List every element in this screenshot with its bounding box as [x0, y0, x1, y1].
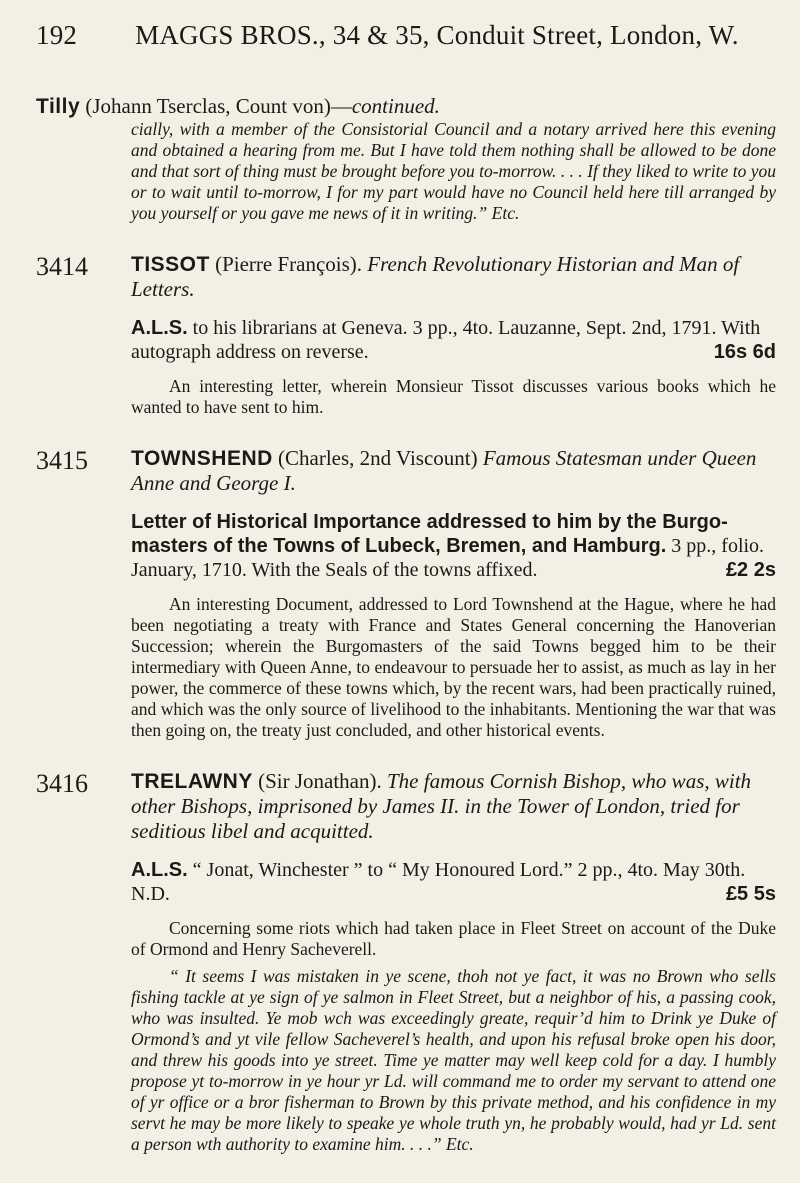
entry-note: An interesting letter, wherein Monsieur Tissot discusses various books which he wanted to have sent to him.	[131, 376, 776, 417]
entry-3415	[36, 446, 776, 741]
entry-heading	[131, 769, 776, 844]
entry-quote: “ It seems I was mistaken in ye scene, thoh not ye fact, it was no Brown who sells fishing tackle at ye sign of ye salmon in Fleet Street, but a neighbor of his, a passing cook, who was insulted. Ye mob wch was exceedingly greate, requir’d him to Drink ye Duke of Ormond’s and yt vile fellow Sacheverel’s health, and upon his refusal broke open his door, and threw his goods into ye street. Time ye matter may well keep cold for a day. I humbly propose yt to-morrow in ye hour yr Ld. will command me to order my servant to attend one of yr office or a bror fisherman to Brown by this private method, and his confidence in my servt he may be more likely to speake ye whole truth yn, he probably would, had yr Ld. sent a person wth authority to examine him. . . .” Etc.	[131, 966, 776, 1154]
item-line	[131, 316, 776, 364]
publisher-line: MAGGS BROS., 34 & 35, Conduit Street, London, W.	[135, 20, 739, 50]
entry-heading	[131, 446, 776, 496]
catalogue-entries	[36, 94, 776, 1183]
item-label: A.L.S.	[131, 317, 188, 339]
item-line	[131, 858, 776, 906]
entry-number: 3416	[36, 769, 88, 798]
continued-label: continued.	[351, 94, 440, 118]
entry-heading	[131, 252, 776, 302]
item-label: Letter of Historical Importance addressed to him by the Burgo-masters of the Towns of Lubeck, Bremen, and Hamburg.	[131, 511, 728, 557]
entry-name: TISSOT	[131, 253, 210, 276]
price: 16s 6d	[713, 341, 776, 363]
item-line	[131, 510, 776, 582]
entry-detail: (Charles, 2nd Viscount)	[278, 446, 478, 470]
entry-number: 3414	[36, 252, 88, 281]
item-text: to his librarians at Geneva. 3 pp., 4to. Lauzanne, Sept. 2nd, 1791. With autograph address on reverse.	[131, 317, 761, 363]
price: £2 2s	[725, 559, 776, 581]
entry-quote: cially, with a member of the Consistorial Council and a notary arrived here this evening and obtained a hearing from me. But I have told them nothing shall be allowed to be done and that sort of thing must be brought before you to-morrow. . . . If they liked to write to you or to wait until to-morrow, I for my part would have no Council held here till arranged by you yourself or you gave me news of it in writing.” Etc.	[131, 119, 776, 223]
entry-name: TRELAWNY	[131, 770, 253, 793]
entry-note: An interesting Document, addressed to Lord Townshend at the Hague, where he had been negotiating a treaty with France and States General concerning the Hanoverian Succession; wherein the Burgomasters of the said Towns begged him to be their intermediary with Queen Anne, to endeavour to persuade her to assist, as much as lay in her power, the commerce of these towns which, by the recent wars, had been practically ruined, and which was the only source of livelihood to the inhabitants. Mentioning the war that was then going on, the treaty just concluded, and other historical events.	[131, 594, 776, 740]
entry-name: Tilly	[36, 95, 81, 118]
entry-3414	[36, 252, 776, 418]
entry-detail: (Johann Tserclas, Count von)—	[85, 94, 352, 118]
entry-detail: (Pierre François).	[215, 252, 363, 276]
entry-detail: (Sir Jonathan).	[258, 769, 382, 793]
entry-heading	[36, 94, 776, 119]
entry-description: Famous Statesman under Queen Anne and George I.	[131, 446, 757, 495]
entry-name: TOWNSHEND	[131, 447, 273, 470]
entry-tilly-continued	[36, 94, 776, 224]
entry-note: Concerning some riots which had taken place in Fleet Street on account of the Duke of Ormond and Henry Sacheverell.	[131, 918, 776, 959]
entry-number: 3415	[36, 446, 88, 475]
page-number: 192	[36, 20, 78, 50]
entry-description: The famous Cornish Bishop, who was, with other Bishops, imprisoned by James II. in the Tower of London, tried for seditious libel and acquitted.	[131, 769, 752, 843]
entry-description: French Revolutionary Historian and Man of Letters.	[131, 252, 740, 301]
item-text: 3 pp., folio. January, 1710. With the Seals of the towns affixed.	[131, 535, 765, 581]
entry-3416	[36, 769, 776, 1155]
item-text: “ Jonat, Winchester ” to “ My Honoured Lord.” 2 pp., 4to. May 30th. N.D.	[131, 859, 746, 905]
page-header	[36, 20, 776, 51]
price: £5 5s	[725, 883, 776, 905]
item-label: A.L.S.	[131, 859, 188, 881]
